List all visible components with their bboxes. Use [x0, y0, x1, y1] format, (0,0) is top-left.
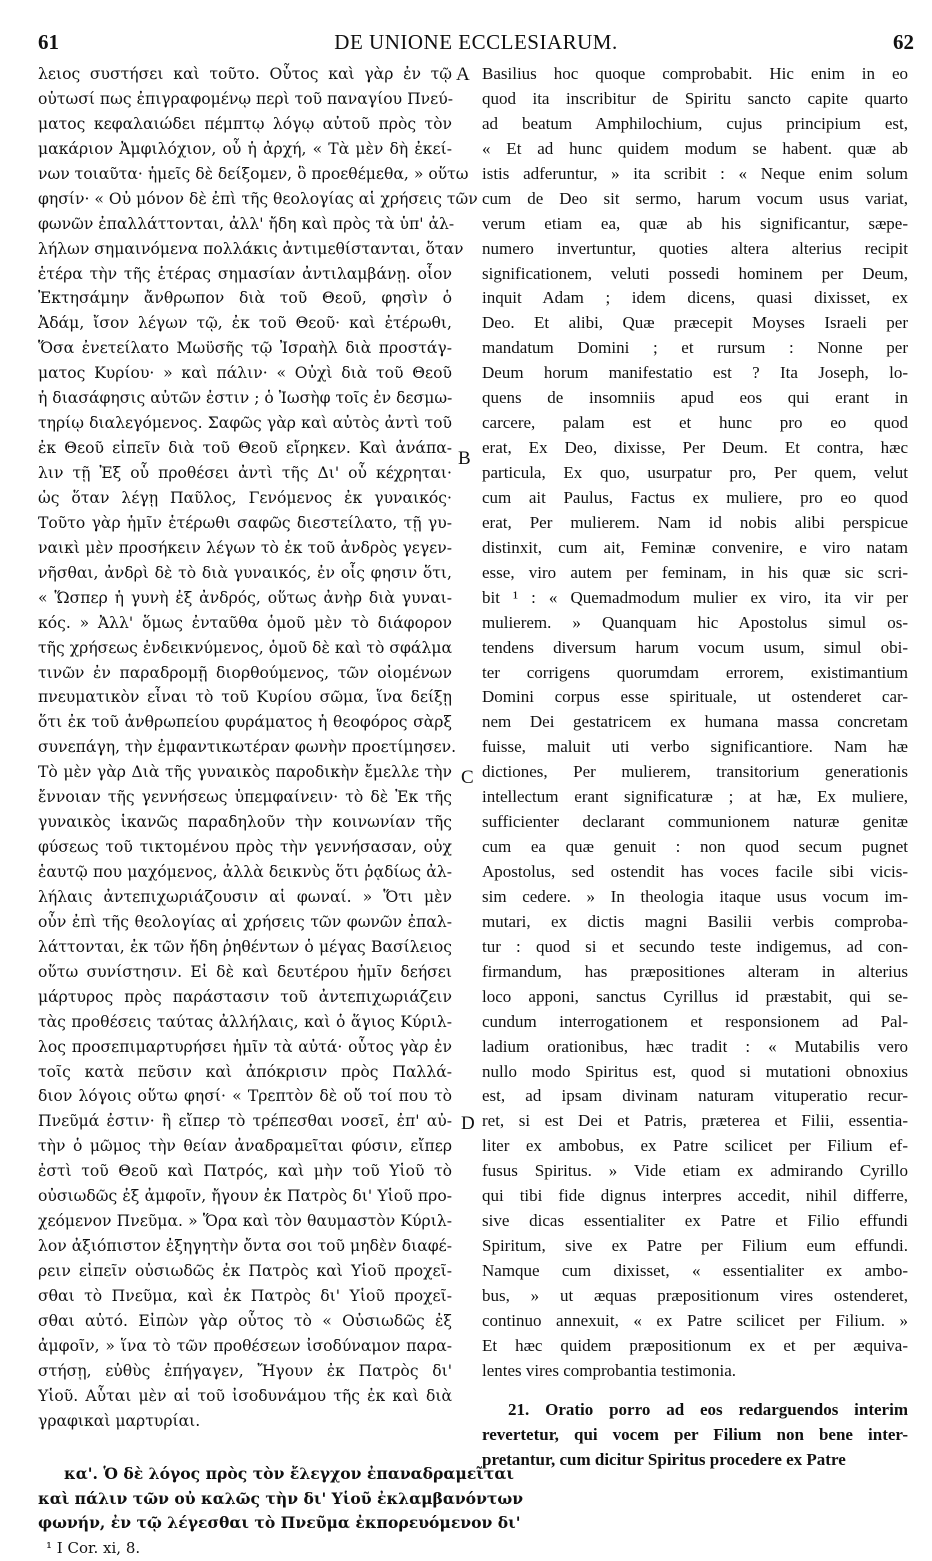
latin-text-line: « Et ad hunc quidem modum se habent. quæ ab: [482, 138, 908, 158]
latin-text-line: Deum horum manifestatio est ? Ita Joseph, lo-: [482, 363, 908, 383]
latin-section-line: revertetur, qui vocem per Filium non bene inter-: [482, 1424, 908, 1444]
latin-text-line: cum de Deo sit sermo, harum vocum usus variat,: [482, 188, 908, 208]
greek-text-line: ἀμφοῖν, » ἵνα τὸ τῶν προθέσεων ἰσοδύναμον παρα-: [38, 1336, 452, 1355]
latin-text-line: Basilius hoc quoque comprobabit. Hic enim in eo: [482, 64, 908, 83]
latin-text-line: dictiones, Per mulierem, transitorium generationis: [482, 762, 908, 782]
latin-text-line: verum etiam ea, quæ ab his significantur, sæpe-: [482, 213, 908, 233]
latin-text-line: nem Dei gestatricem ex humana massa concretam: [482, 712, 908, 732]
latin-text-line: tendens diversum harum vocum usum, simul obi-: [482, 637, 908, 657]
latin-text-line: bus, » ut æquas præpositionum vires ostenderet,: [482, 1285, 908, 1305]
greek-text-line: Υἱοῦ. Αὗται μὲν αἱ τοῦ ἰσοδυνάμου τῆς ἐκ καὶ διὰ: [38, 1386, 452, 1405]
greek-text-line: τινῶν ἐν παραδρομῇ διορθούμενος, τῶν οἰομένων: [38, 663, 452, 682]
margin-marker-c: C: [461, 767, 474, 788]
latin-text-line: ret, si est Dei et Patris, præterea et Filii, essentia-: [482, 1111, 908, 1131]
greek-column: [38, 62, 524, 1561]
greek-text-line: Τοῦτο γὰρ ἡμῖν ἑτέρωθι σαφῶς διεστείλατο, τῇ γυ-: [38, 513, 452, 532]
latin-text-line: particula, Ex quo, usurpatur pro, Per quem, velut: [482, 463, 908, 482]
greek-text-line: λον ἀξιόπιστον ἐξηγητὴν ὄντα σοι τοῦ μηδὲν διαφέ-: [38, 1237, 452, 1256]
greek-text-line: ἑαυτῷ που μαχόμενος, ἀλλὰ δεικνὺς ὅτι ῥᾳδίως ἀλ-: [38, 863, 452, 881]
greek-text-line: λήλαις ἀντεπιχωριάζουσιν αἱ φωναί. » Ὅτι μὲν: [38, 887, 452, 906]
greek-text-line: διον λόγοις οὕτω φησί· « Τρεπτὸν δὲ οὔ τοί που τὸ: [38, 1087, 452, 1106]
greek-text-line: φησίν· « Οὐ μόνον δὲ ἐπὶ τῆς θεολογίας αἱ χρήσεις τῶν: [38, 189, 478, 208]
latin-text-line: cum ait Paulus, Factus ex muliere, pro eo quod: [482, 487, 908, 507]
footnote: ¹ I Cor. xi, 8.: [46, 1539, 141, 1558]
latin-text-line: sim cedere. » In theologia itaque usus vocum im-: [482, 886, 908, 906]
greek-text-line: φύσεως τοῦ τικτομένου πρὸς τὴν γεννήσασαν, οὐχ: [38, 838, 452, 857]
greek-text-line: σθαι αὐτό. Εἰπὼν γὰρ οὗτος τὸ « Οὐσιωδῶς ἐξ: [38, 1311, 452, 1330]
latin-text-line: continuo annexuit, « ex Patre scilicet per Filium. »: [482, 1310, 908, 1330]
latin-text-line: tur : quod si et secundo teste indigemus, ad con-: [482, 936, 908, 956]
latin-text-line: carcere, palam est et hunc pro eo quod: [482, 413, 908, 433]
margin-marker-d: D: [461, 1113, 475, 1134]
latin-text-line: distinxit, cum ait, Feminæ convenire, e viro natam: [482, 537, 908, 557]
latin-text-line: mandatum Domini ; et rursum : Nonne per: [482, 338, 908, 358]
greek-text-line: οὕτω συνίστησιν. Εἰ δὲ καὶ δευτέρου ἡμῖν δεήσει: [38, 962, 452, 981]
greek-text-line: οὐσιωδῶς ἐξ ἀμφοῖν, ἤγουν ἐκ Πατρὸς δι' Υἱοῦ προ-: [38, 1187, 452, 1206]
greek-text-line: λάττονται, ἐκ τῶν ἤδη ῥηθέντων ὁ μέγας Βασίλειος: [38, 937, 452, 956]
greek-text-line: Ἀδάμ, ἴσον λέγων τῷ, ἐκ τοῦ Θεοῦ· καὶ ἑτέρωθι,: [38, 314, 452, 333]
greek-text-line: ὡς ὅταν λέγῃ Παῦλος, Γενόμενος ἐκ γυναικός·: [38, 488, 452, 507]
latin-text-line: quens de insomniis apud eos qui erant in: [482, 388, 908, 408]
greek-text-line: σθαι τὸ Πνεῦμα, καὶ ἐκ Πατρὸς δι' Υἱοῦ προχεῖ-: [38, 1286, 452, 1305]
greek-text-line: φωνῶν ἐπαλλάττονται, ἀλλ' ἤδη καὶ πρὸς τὰ ὑπ' ἀλ-: [38, 214, 455, 233]
greek-text-line: λιν τῇ Ἐξ οὗ προθέσει ἀντὶ τῆς Δι' οὗ κέχρηται·: [38, 464, 452, 482]
latin-text-line: cundum interrogationem et responsionem ad Pal-: [482, 1011, 908, 1031]
latin-section-line: pretantur, cum dicitur Spiritus procedere ex Patre: [482, 1449, 846, 1469]
latin-section-21: [482, 1398, 908, 1473]
greek-text-line: ναικὶ μὲν προσήκειν λέγων τὸ ἐκ τοῦ ἀνδρὸς γεγεν-: [38, 538, 452, 557]
greek-text-line: ἑτέρα τὴν τῆς ἑτέρας σημασίαν ἀντιλαμβάνῃ. οἷον: [38, 264, 452, 283]
latin-column: [482, 62, 908, 1384]
greek-text-line: ἐστὶ τοῦ Θεοῦ καὶ Πατρός, καὶ μὴν τοῦ Υἱοῦ τὸ: [38, 1162, 452, 1181]
latin-text-line: bit ¹ : « Quemadmodum mulier ex viro, ita vir per: [482, 587, 908, 607]
page-header: [38, 26, 914, 58]
greek-text-line: τοῖς κατὰ πεῦσιν καὶ ἀπόκρισιν πρὸς Παλλά-: [38, 1062, 452, 1081]
greek-text-line: ἡ διασάφησις αὐτῶν ἐστιν ; ὁ Ἰωσὴφ τοῖς ἐν δεσμω-: [38, 389, 453, 408]
greek-text-line: ρειν εἰπεῖν οὐσιωδῶς ἐκ Πατρὸς καὶ Υἱοῦ προχεῖ-: [38, 1262, 452, 1280]
greek-text-line: τηρίῳ διαλεγόμενος. Σαφῶς γὰρ καὶ αὐτὸς ἀντὶ τοῦ: [38, 414, 452, 433]
greek-text-line: λειος συστήσει καὶ τοῦτο. Οὗτος καὶ γὰρ ἐν τῷ: [38, 65, 452, 83]
greek-text-line: Ὅσα ἐνετείλατο Μωϋσῆς τῷ Ἰσραὴλ διὰ προστάγ-: [38, 339, 452, 358]
greek-text-line: μακάριον Ἀμφιλόχιον, οὗ ἡ ἀρχή, « Τὰ μὲν δὴ ἐκεί-: [38, 139, 452, 158]
greek-text-line: νῆσθαι, ἀνδρὶ δὲ τὸ διὰ γυναικός, ἐν οἷς φησιν ὅτι,: [38, 563, 452, 582]
latin-text-line: liter ex ambobus, ex Patre scilicet per Filium ef-: [482, 1136, 908, 1156]
greek-text-line: τὴν ὁ μῶμος τὴν θείαν ἀναδραμεῖται φύσιν, εἴπερ: [38, 1137, 452, 1156]
latin-text-line: erat, Ex Deo, dixisse, Per Deum. Et contra, hæc: [482, 438, 908, 458]
right-page-number: 62: [893, 30, 914, 54]
greek-text-line: νων τοιαῦτα· ἡμεῖς δὲ δείξομεν, ὃ προεθέμεθα, » οὕτω: [38, 164, 469, 183]
greek-text-line: ὅτι ἐκ τοῦ ἀνθρωπείου φυράματος ἡ θεοφόρος σὰρξ: [38, 713, 452, 732]
latin-text-line: est, ad ipsam divinam naturam vituperatio recur-: [482, 1086, 908, 1106]
latin-text-line: mutari, ex dictis magni Basilii verbis comproba-: [482, 911, 908, 931]
greek-text-line: τὰς προθέσεις ταύτας ἀλλήλαις, καὶ ὁ ἅγιος Κύριλ-: [38, 1012, 452, 1031]
margin-marker-b: B: [458, 448, 471, 469]
greek-text-line: πνευματικὸν εἶναι τὸ τοῦ Κυρίου σῶμα, ἵνα δείξῃ: [38, 688, 452, 707]
latin-text-line: erat, Per mulierem. Nam id nobis alibi perspicue: [482, 512, 908, 532]
latin-text-line: ter corrigens quorumdam errorem, existimantium: [482, 662, 908, 682]
latin-text-line: qui tibi fide dignus interpres accedit, nihil differre,: [482, 1186, 908, 1206]
greek-text-line: τῆς χρήσεως ἐνδεικνύμενος, ὁμοῦ δὲ καὶ τὸ σφάλμα: [38, 638, 452, 657]
latin-text-line: intellectum erant significaturæ ; at hæ, Ex muliere,: [482, 787, 908, 807]
latin-text-line: sufficienter declarant communionem naturæ genitæ: [482, 812, 908, 832]
latin-text-line: Et hæc quidem præpositionum ex et per æquiva-: [482, 1335, 908, 1355]
greek-text-line: στήσῃ, εὐθὺς ἐπήγαγεν, Ἤγουν ἐκ Πατρὸς δι': [38, 1361, 452, 1380]
running-title: DE UNIONE ECCLESIARUM.: [334, 30, 618, 54]
latin-text-line: fusus Spiritus. » Vide etiam ex admirando Cyrillo: [482, 1161, 908, 1181]
greek-section-line: φωνήν, ἐν τῷ λέγεσθαι τὸ Πνεῦμα ἐκπορευόμενον δι': [38, 1513, 521, 1533]
greek-text-line: Ἐκτησάμην ἄνθρωπον διὰ τοῦ Θεοῦ, φησὶν ὁ: [38, 289, 452, 308]
greek-section-line: καὶ πάλιν τῶν οὐ καλῶς τὴν δι' Υἱοῦ ἐκλαμβανόντων: [38, 1488, 524, 1508]
latin-text-line: numero invertuntur, quoties altera alterius recipit: [482, 238, 908, 258]
greek-section-line: κα'. Ὁ δὲ λόγος πρὸς τὸν ἔλεγχον ἐπαναδραμεῖται: [64, 1463, 514, 1483]
greek-text-line: γυναικὸς ἱκανῶς παραδηλοῦν τὴν κοινωνίαν τῆς: [38, 813, 452, 832]
greek-text-line: Πνεῦμά ἐστιν· ἢ εἴπερ τὸ τρέπεσθαι νοσεῖ, ἐπ' αὐ-: [38, 1112, 452, 1131]
greek-text-line: λος προσεπιμαρτυρήσει ἡμῖν τὰ αὐτά· οὗτος γὰρ ἐν: [38, 1037, 452, 1056]
latin-text-line: ladium orationibus, hæc tradit : « Mutabilis vero: [482, 1036, 908, 1056]
greek-text-line: συνεπάγη, τὴν ἐμφαντικωτέραν φωνὴν προετίμησεν.: [38, 738, 457, 757]
greek-text-line: οὑτωσί πως ἐπιγραφομένῳ περὶ τοῦ παναγίου Πνεύ-: [38, 89, 453, 108]
latin-text-line: Spiritum, sive ex Patre per Filium eum effundi.: [482, 1236, 908, 1256]
greek-text-line: Τὸ μὲν γὰρ Διὰ τῆς γυναικὸς παροδικὴν ἔμελλε τὴν: [38, 763, 452, 782]
latin-text-line: loco apponi, sanctus Cyrillus id præstabit, qui se-: [482, 986, 908, 1006]
latin-text-line: Apostolus, sed ostendit has voces facile sibi vicis-: [482, 862, 908, 881]
greek-text-line: ματος κεφαλαιώδει πέμπτῳ λόγῳ αὐτοῦ πρὸς τὸν: [38, 114, 452, 133]
latin-text-line: quod ita inscribitur de Spiritu sancto capite quarto: [482, 88, 908, 108]
greek-text-line: μάρτυρος πρὸς παράστασιν τοῦ ἀντεπιχωριάζειν: [38, 987, 452, 1006]
latin-text-line: nullo modo Spiritus est, quod si mutationi obnoxius: [482, 1061, 908, 1081]
latin-text-line: esse, viro autem per feminam, in his quæ sic scri-: [482, 562, 908, 582]
latin-text-line: ad beatum Amphilochium, cujus principium est,: [482, 113, 908, 133]
latin-text-line: Namque cum dixisset, « essentialiter ex ambo-: [482, 1261, 908, 1280]
greek-text-line: γραφικαὶ μαρτυρίαι.: [38, 1411, 201, 1430]
latin-text-line: significationem, veluti possedi hominem per Deum,: [482, 263, 908, 283]
greek-text-line: οὖν ἐπὶ τῆς θεολογίας αἱ χρήσεις τῶν φωνῶν ἐπαλ-: [38, 912, 452, 931]
greek-text-line: ἐκ Θεοῦ εἰπεῖν διὰ τοῦ Θεοῦ εἴρηκεν. Καὶ ἀνάπα-: [38, 439, 452, 458]
latin-text-line: inquit Adam ; idem dicens, quasi dixisset, ex: [482, 288, 908, 308]
latin-section-line: 21. Oratio porro ad eos redarguendos interim: [508, 1400, 908, 1419]
section-spacer: [38, 1434, 452, 1462]
greek-text-line: « Ὥσπερ ἡ γυνὴ ἐξ ἀνδρός, οὕτως ἀνὴρ διὰ γυναι-: [38, 588, 452, 607]
latin-text-line: lentes vires comprobantia testimonia.: [482, 1360, 736, 1380]
margin-marker-a: A: [456, 64, 470, 85]
latin-text-line: fuisse, maluit uti verbo significantiore. Nam hæ: [482, 737, 908, 757]
latin-text-line: mulierem. » Quanquam hic Apostolus simul os-: [482, 612, 908, 632]
greek-text-line: ἔννοιαν τῆς γεννήσεως ὑπεμφαίνειν· τὸ δὲ Ἐκ τῆς: [38, 788, 452, 807]
greek-text-line: κός. » Ἀλλ' ὅμως ἐνταῦθα ὁμοῦ μὲν τὸ διάφορον: [38, 613, 452, 632]
latin-text-line: cum ea quæ genuit : non quod secum pugnet: [482, 837, 908, 857]
left-page-number: 61: [38, 30, 59, 54]
latin-text-line: Deo. Et alibi, Quæ præcepit Moyses Israeli per: [482, 313, 908, 333]
latin-text-line: istis adferuntur, » ita scribit : « Neque enim solum: [482, 163, 908, 183]
greek-text-line: ματος Κυρίου· » καὶ πάλιν· « Οὐχὶ διὰ τοῦ Θεοῦ: [38, 364, 452, 383]
latin-text-line: Domini corpus esse spirituale, ut ostenderet car-: [482, 687, 908, 707]
greek-text-line: χεόμενον Πνεῦμα. » Ὅρα καὶ τὸν θαυμαστὸν Κύριλ-: [38, 1212, 452, 1231]
greek-text-line: λήλων σημαινόμενα πολλάκις ἀντιμεθίστανται, ὅταν: [38, 239, 464, 258]
latin-text-line: sive dicas essentialiter ex Patre et Filio effundi: [482, 1211, 908, 1231]
latin-text-line: firmandum, has præpositiones alteram in alterius: [482, 961, 908, 981]
